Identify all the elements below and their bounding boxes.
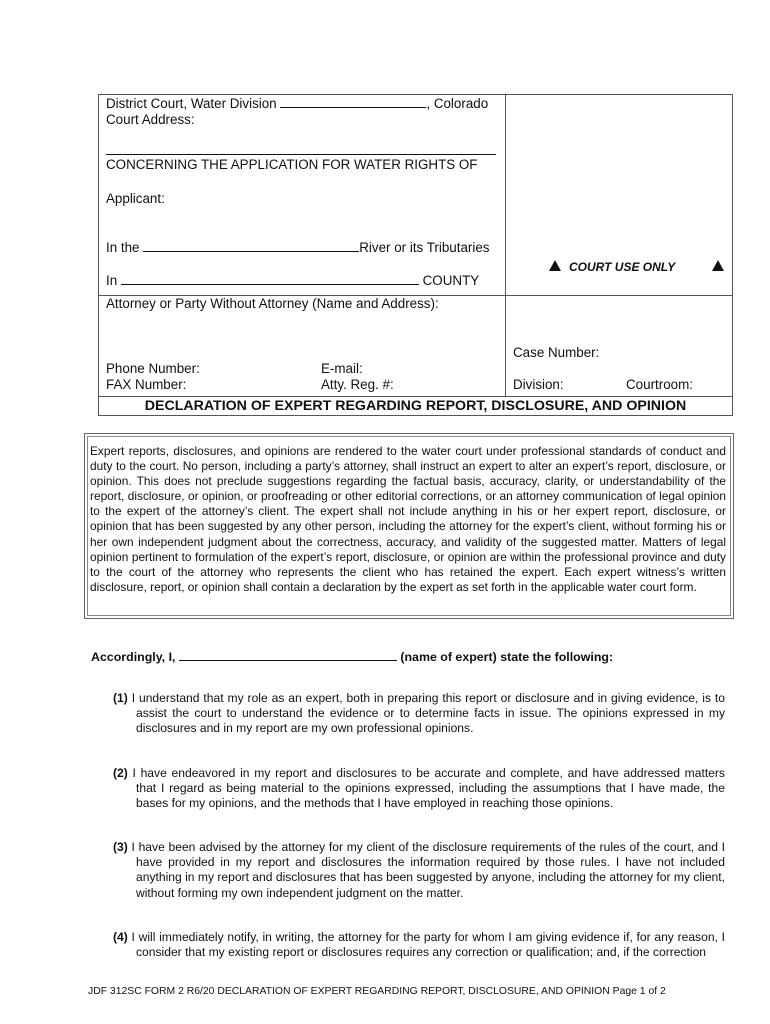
item-text: I have been advised by the attorney for my client of the disclosure requirements of the rules of the court, and I have provided in my report and disclosures the information required by those rules. I have not included anything in my report and disclosures that has been suggested by anyone, including the attorney for my client, without forming my own independent judgment on the matter. [131, 840, 725, 900]
accordingly-suffix: (name of expert) state the following: [400, 650, 614, 664]
concerning-heading: CONCERNING THE APPLICATION FOR WATER RIGHTS OF [106, 157, 478, 172]
item-number: (1) [113, 691, 128, 705]
river-label: River or its Tributaries [359, 240, 490, 255]
email-label: E-mail: [321, 361, 363, 376]
fax-label: FAX Number: [106, 377, 187, 392]
list-item [113, 691, 725, 737]
in-label: In [106, 273, 118, 288]
page-footer: JDF 312SC FORM 2 R6/20 DECLARATION OF EXPERT REGARDING REPORT, DISCLOSURE, AND OPINION Page 1 of 2 [88, 986, 666, 997]
river-blank[interactable] [143, 239, 359, 252]
county-blank[interactable] [121, 272, 419, 285]
item-text: I understand that my role as an expert, both in preparing this report or disclosure and in giving evidence, is to assist the court to understand the evidence or to determine facts in issue. The opinions expressed in my disclosures and in my report are my own professional opinions. [131, 691, 725, 736]
list-item [113, 930, 725, 960]
item-number: (2) [113, 766, 128, 780]
phone-label: Phone Number: [106, 361, 200, 376]
atty-reg-label: Atty. Reg. #: [321, 377, 394, 392]
in-the-label: In the [106, 240, 140, 255]
court-address-blank[interactable] [106, 154, 496, 155]
item-text: I will immediately notify, in writing, the attorney for the party for whom I am giving evidence if, for any reason, I consider that my existing report or disclosures requires any correction or qualification; and, if the correction [131, 930, 725, 960]
attorney-label: Attorney or Party Without Attorney (Name and Address): [106, 296, 439, 311]
expert-name-blank[interactable] [179, 648, 397, 661]
case-number-label: Case Number: [513, 345, 600, 360]
county-line [106, 272, 479, 289]
county-label: COUNTY [422, 273, 480, 288]
colorado-label: , Colorado [426, 96, 489, 111]
item-number: (4) [113, 930, 128, 944]
applicant-label: Applicant: [106, 191, 165, 206]
court-use-only-label: COURT USE ONLY [569, 260, 676, 274]
court-address-label: Court Address: [106, 112, 195, 127]
item-number: (3) [113, 840, 128, 854]
caption-vertical-divider [505, 94, 506, 396]
court-line [106, 95, 488, 112]
list-item [113, 766, 725, 812]
accordingly-line [91, 648, 613, 664]
triangle-right-icon [712, 258, 724, 276]
division-label: Division: [513, 377, 564, 392]
item-text: I have endeavored in my report and disclosures to be accurate and complete, and have addressed matters that I regard as being material to the opinions expressed, including the assumptions that I have made, the bases for my opinions, and the methods that I have employed in reaching those opinions. [132, 766, 725, 811]
list-item [113, 840, 725, 901]
accordingly-prefix: Accordingly, I, [91, 650, 176, 664]
river-line [106, 239, 489, 256]
document-title: DECLARATION OF EXPERT REGARDING REPORT, DISCLOSURE, AND OPINION [144, 398, 687, 414]
triangle-left-icon [549, 258, 561, 276]
courtroom-label: Courtroom: [626, 377, 693, 392]
notice-text: Expert reports, disclosures, and opinions are rendered to the water court under professional standards of conduct and duty to the court. No person, including a party’s attorney, shall instruct an expert to alter an expert’s report, disclosure, or opinion. This does not preclude suggestions regarding the factual basis, accuracy, clarity, or understandability of the report, disclosure, or opinion, or proofreading or other editorial corrections, or an attorney communication of legal opinion to the expert of the attorney’s client. The expert shall not include anything in his or her expert report, disclosure, or opinion that has been suggested by any other person, including the attorney for the expert’s client, without forming his or her own independent judgment about the correctness, accuracy, and validity of the suggested matter. Matters of legal opinion pertinent to formulation of the expert’s report, disclosure, or opinion are within the professional province and duty to the court of the attorney who represents the client who has retained the expert. Each expert witness’s written disclosure, report, or opinion shall contain a declaration by the expert as set forth in the applicable water court form. [90, 444, 726, 594]
water-division-blank[interactable] [280, 95, 426, 108]
court-line-label: District Court, Water Division [106, 96, 277, 111]
